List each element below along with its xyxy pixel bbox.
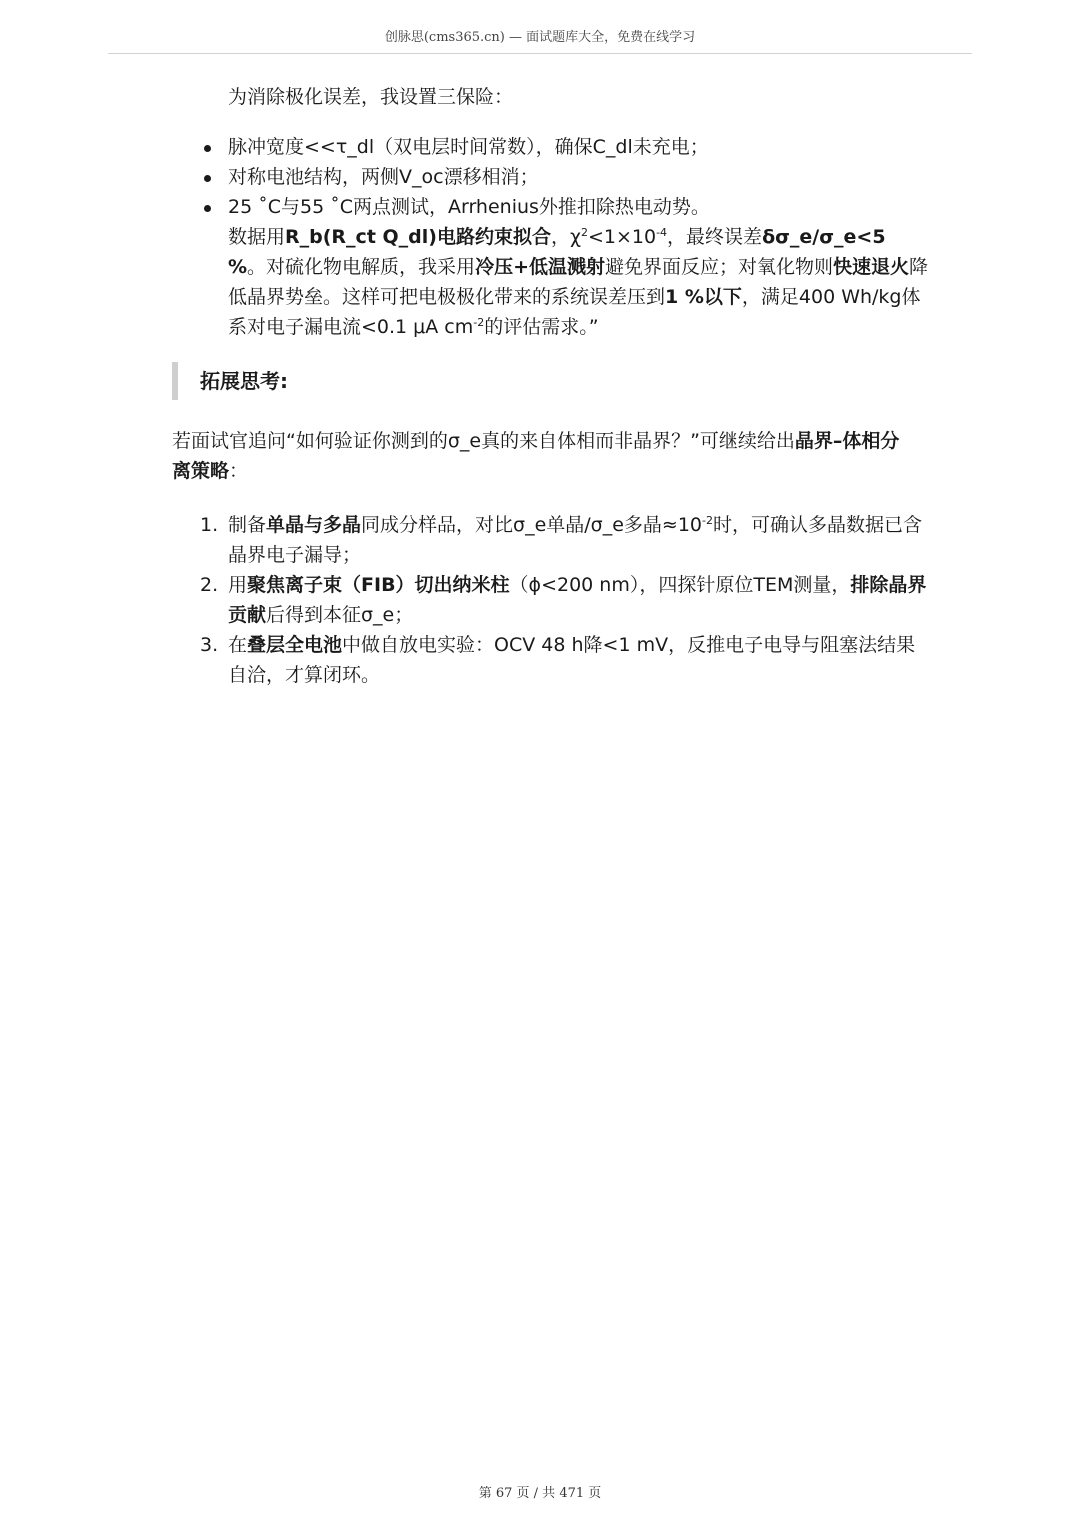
list-item bbox=[200, 132, 930, 162]
intro-paragraph: 为消除极化误差，我设置三保险： bbox=[228, 86, 514, 108]
text-run: ，最终误差 bbox=[667, 226, 763, 248]
section-heading-block bbox=[172, 362, 778, 400]
text-run: <1×10 bbox=[587, 226, 657, 248]
bold-run: 晶界–体相分离策略 bbox=[172, 430, 900, 482]
list-item bbox=[200, 570, 930, 630]
bullet-text: 脉冲宽度<<τ_dl（双电层时间常数），确保C_dl未充电； bbox=[228, 136, 709, 158]
bullet-icon bbox=[204, 145, 211, 152]
bullet-text: 25 ˚C与55 ˚C两点测试，Arrhenius外推扣除热电动势。 bbox=[228, 196, 710, 218]
followup-paragraph bbox=[172, 426, 912, 486]
text-run: 中做自放电实验：OCV 48 h降<1 mV，反推电子电导与阻塞法结果自洽，才算闭环。 bbox=[228, 634, 916, 686]
text-run: 后得到本征σ_e； bbox=[266, 604, 414, 626]
bullet-icon bbox=[204, 175, 211, 182]
text-run: ，χ bbox=[550, 226, 581, 248]
bullet-continuation bbox=[228, 226, 928, 338]
text-run: 时，可确认多晶数据已含晶界电子漏导； bbox=[228, 514, 922, 566]
list-item bbox=[200, 162, 930, 192]
bold-run: 聚焦离子束（FIB）切出纳米柱 bbox=[247, 574, 510, 596]
bold-run: 冷压+低温溅射 bbox=[475, 256, 605, 278]
text-run: 降低晶界势垒。这样可把电极极化带来的系统误差压到 bbox=[228, 256, 929, 308]
list-item bbox=[200, 192, 930, 342]
text-run: ，满足400 Wh/kg体系对电子漏电流<0.1 μA cm bbox=[228, 286, 921, 338]
superscript: -4 bbox=[656, 226, 668, 239]
bold-run: 单晶与多晶 bbox=[266, 514, 362, 536]
superscript: 2 bbox=[580, 226, 588, 239]
header-divider bbox=[108, 53, 972, 54]
bullet-text: 对称电池结构，两侧V_oc漂移相消； bbox=[228, 166, 539, 188]
numbered-list bbox=[200, 510, 930, 690]
text-run: 同成分样品，对比σ_e单晶/σ_e多晶≈10 bbox=[361, 514, 702, 536]
superscript: -2 bbox=[473, 316, 485, 329]
page-header: 创脉思(cms365.cn) — 面试题库大全，免费在线学习 bbox=[384, 30, 696, 45]
list-number: 1. bbox=[200, 514, 219, 536]
text-run: 在 bbox=[228, 634, 248, 656]
text-run: 。对硫化物电解质，我采用 bbox=[247, 256, 476, 278]
bold-run: 排除晶界贡献 bbox=[228, 574, 927, 626]
bullet-list bbox=[200, 132, 930, 342]
list-number: 2. bbox=[200, 574, 219, 596]
text-run: 用 bbox=[228, 574, 248, 596]
text-run: 避免界面反应；对氧化物则 bbox=[604, 256, 833, 278]
list-item bbox=[200, 630, 930, 690]
section-title: 拓展思考: bbox=[200, 369, 288, 393]
text-run: 的评估需求。” bbox=[484, 316, 599, 338]
text-run: 若面试官追问“如何验证你测到的σ_e真的来自体相而非晶界？”可继续给出 bbox=[172, 430, 795, 452]
list-item bbox=[200, 510, 930, 570]
bold-run: δσ_e/σ_e<5 % bbox=[228, 226, 886, 278]
text-run: （ϕ<200 nm），四探针原位TEM测量， bbox=[509, 574, 851, 596]
bullet-icon bbox=[204, 205, 211, 212]
text-run: ： bbox=[229, 460, 249, 482]
text-run: 制备 bbox=[228, 514, 267, 536]
bold-run: 叠层全电池 bbox=[247, 634, 343, 656]
bold-run: 快速退火 bbox=[833, 256, 910, 278]
list-number: 3. bbox=[200, 634, 219, 656]
superscript: -2 bbox=[702, 514, 713, 527]
bold-run: 1 %以下 bbox=[665, 286, 742, 308]
bold-run: R_b(R_ct Q_dl)电路约束拟合 bbox=[285, 226, 551, 248]
text-run: 数据用 bbox=[228, 226, 286, 248]
page-footer: 第 67 页 / 共 471 页 bbox=[478, 1486, 602, 1501]
